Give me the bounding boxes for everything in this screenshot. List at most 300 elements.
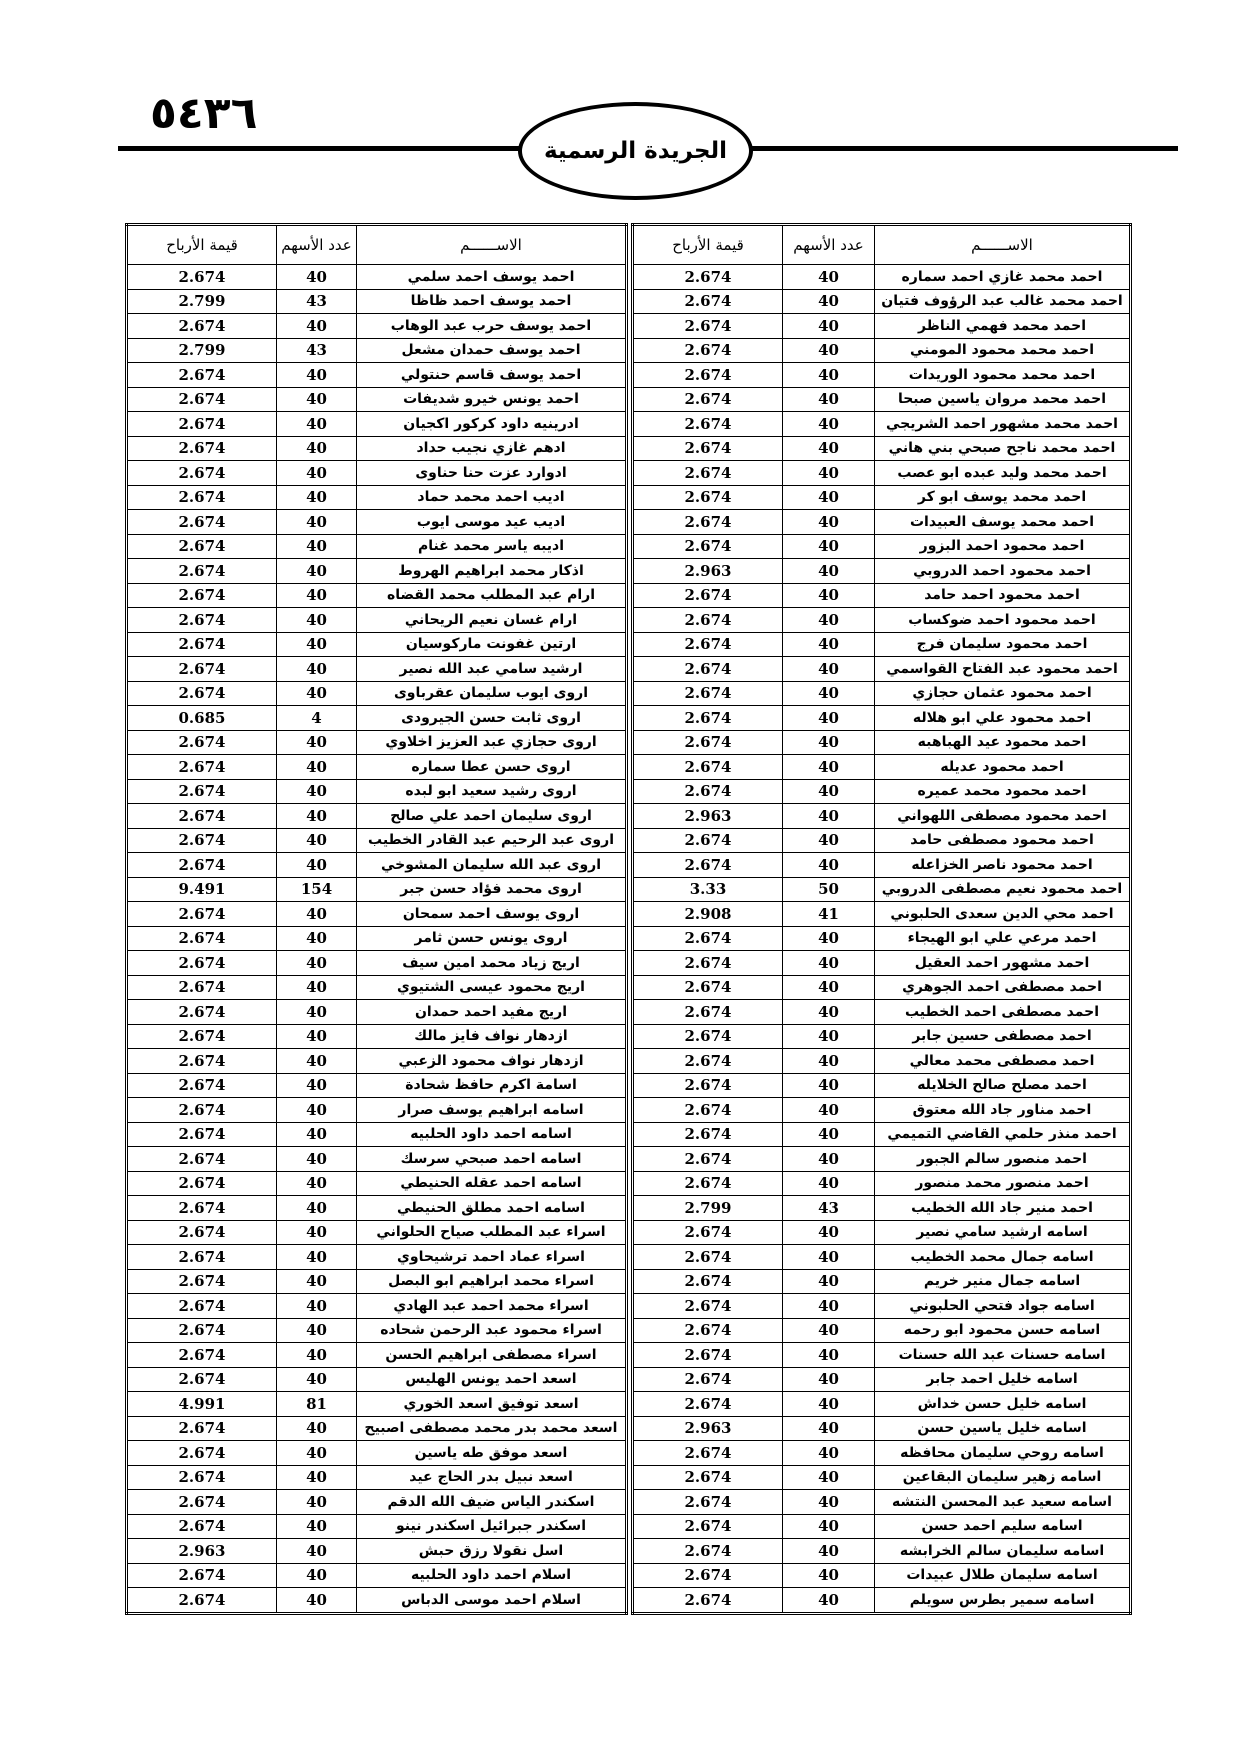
cell-shares: 40 xyxy=(277,755,357,780)
cell-shares: 40 xyxy=(783,1441,875,1466)
cell-shares: 40 xyxy=(783,1514,875,1539)
cell-profit: 2.674 xyxy=(633,779,783,804)
cell-shares: 40 xyxy=(783,1073,875,1098)
cell-name: احمد محمد محمود الوريدات xyxy=(875,363,1131,388)
table-row xyxy=(127,1024,627,1049)
cell-shares: 40 xyxy=(783,1588,875,1614)
cell-profit: 2.908 xyxy=(633,902,783,927)
table-row xyxy=(633,1024,1131,1049)
cell-profit: 2.674 xyxy=(633,1049,783,1074)
cell-name: احمد منصور سالم الجبور xyxy=(875,1147,1131,1172)
cell-profit: 2.674 xyxy=(633,975,783,1000)
cell-shares: 40 xyxy=(277,828,357,853)
cell-profit: 2.674 xyxy=(127,975,277,1000)
col-header-profit: قيمة الأرباح xyxy=(127,225,277,265)
cell-shares: 40 xyxy=(277,632,357,657)
cell-profit: 2.674 xyxy=(633,289,783,314)
cell-name: احمد محمود عثمان حجازي xyxy=(875,681,1131,706)
cell-shares: 40 xyxy=(277,779,357,804)
cell-name: احمد محمود عديله xyxy=(875,755,1131,780)
table-row xyxy=(127,730,627,755)
cell-shares: 40 xyxy=(277,1539,357,1564)
table-row xyxy=(633,902,1131,927)
table-row xyxy=(127,1490,627,1515)
cell-name: اسكندر الياس ضيف الله الدقم xyxy=(357,1490,627,1515)
table-row xyxy=(633,926,1131,951)
table-row xyxy=(633,1490,1131,1515)
cell-profit: 2.799 xyxy=(127,338,277,363)
cell-profit: 2.674 xyxy=(127,412,277,437)
cell-profit: 3.33 xyxy=(633,877,783,902)
cell-shares: 43 xyxy=(783,1196,875,1221)
cell-name: اسامه سليمان سالم الخرابشه xyxy=(875,1539,1131,1564)
cell-shares: 40 xyxy=(277,1073,357,1098)
cell-shares: 40 xyxy=(277,730,357,755)
table-row xyxy=(127,1245,627,1270)
cell-shares: 40 xyxy=(277,412,357,437)
table-row xyxy=(127,1392,627,1417)
table-row xyxy=(633,706,1131,731)
table-row xyxy=(127,1539,627,1564)
table-row xyxy=(633,461,1131,486)
cell-name: اسراء عماد احمد ترشيحاوي xyxy=(357,1245,627,1270)
cell-name: احمد محمود مصطفى حامد xyxy=(875,828,1131,853)
cell-name: اسراء محمد احمد عبد الهادي xyxy=(357,1294,627,1319)
cell-shares: 40 xyxy=(277,1367,357,1392)
table-row xyxy=(127,338,627,363)
cell-name: احمد محي الدين سعدى الحلبوني xyxy=(875,902,1131,927)
table-row xyxy=(127,1269,627,1294)
cell-shares: 40 xyxy=(277,363,357,388)
cell-shares: 40 xyxy=(277,1490,357,1515)
cell-name: اروى حجازي عبد العزيز اخلاوي xyxy=(357,730,627,755)
cell-shares: 40 xyxy=(277,951,357,976)
cell-shares: 40 xyxy=(783,1171,875,1196)
cell-name: احمد محمود علي ابو هلاله xyxy=(875,706,1131,731)
cell-name: احمد يوسف احمد ظاظا xyxy=(357,289,627,314)
cell-profit: 2.674 xyxy=(127,902,277,927)
cell-shares: 40 xyxy=(277,1294,357,1319)
table-row xyxy=(127,485,627,510)
table-row xyxy=(127,1122,627,1147)
cell-shares: 154 xyxy=(277,877,357,902)
cell-profit: 2.674 xyxy=(127,314,277,339)
cell-profit: 2.674 xyxy=(127,1294,277,1319)
cell-profit: 2.674 xyxy=(633,1000,783,1025)
cell-shares: 40 xyxy=(783,706,875,731)
cell-profit: 2.674 xyxy=(127,804,277,829)
cell-name: احمد مشهور احمد العقيل xyxy=(875,951,1131,976)
cell-name: اسامه خليل حسن خداش xyxy=(875,1392,1131,1417)
cell-profit: 2.799 xyxy=(127,289,277,314)
table-row xyxy=(127,1416,627,1441)
table-row xyxy=(633,1073,1131,1098)
cell-name: اسلام احمد موسى الدباس xyxy=(357,1588,627,1614)
cell-shares: 40 xyxy=(783,853,875,878)
cell-shares: 40 xyxy=(783,1147,875,1172)
cell-name: ازدهار نواف فايز مالك xyxy=(357,1024,627,1049)
cell-profit: 2.674 xyxy=(633,608,783,633)
cell-shares: 40 xyxy=(783,1367,875,1392)
cell-profit: 2.674 xyxy=(127,828,277,853)
table-row xyxy=(127,436,627,461)
cell-profit: 2.674 xyxy=(127,1196,277,1221)
table-row xyxy=(633,559,1131,584)
cell-profit: 2.674 xyxy=(127,559,277,584)
cell-shares: 40 xyxy=(783,1024,875,1049)
table-row xyxy=(127,608,627,633)
cell-shares: 40 xyxy=(277,1465,357,1490)
cell-shares: 40 xyxy=(277,436,357,461)
cell-shares: 40 xyxy=(277,559,357,584)
table-row xyxy=(633,1196,1131,1221)
table-row xyxy=(127,926,627,951)
cell-name: اسراء عبد المطلب صياح الحلواني xyxy=(357,1220,627,1245)
table-row xyxy=(127,583,627,608)
table-row xyxy=(127,1171,627,1196)
table-row xyxy=(633,534,1131,559)
table-row xyxy=(633,1171,1131,1196)
table-row xyxy=(127,902,627,927)
table-row xyxy=(633,828,1131,853)
cell-name: احمد منصور محمد منصور xyxy=(875,1171,1131,1196)
col-header-shares: عدد الأسهم xyxy=(783,225,875,265)
cell-profit: 2.674 xyxy=(127,730,277,755)
table-row xyxy=(633,1588,1131,1614)
cell-profit: 2.963 xyxy=(633,559,783,584)
cell-name: اسامه ابراهيم يوسف صرار xyxy=(357,1098,627,1123)
cell-name: اروى حسن عطا سماره xyxy=(357,755,627,780)
cell-shares: 40 xyxy=(277,534,357,559)
cell-name: احمد يوسف قاسم حنتولي xyxy=(357,363,627,388)
cell-name: ازدهار نواف محمود الزعبي xyxy=(357,1049,627,1074)
cell-shares: 40 xyxy=(783,1465,875,1490)
table-row xyxy=(127,877,627,902)
cell-shares: 40 xyxy=(277,608,357,633)
cell-shares: 40 xyxy=(277,1563,357,1588)
table-row xyxy=(633,436,1131,461)
table-row xyxy=(633,1343,1131,1368)
cell-profit: 2.674 xyxy=(633,1294,783,1319)
cell-profit: 2.674 xyxy=(127,1098,277,1123)
cell-shares: 40 xyxy=(783,1392,875,1417)
cell-shares: 40 xyxy=(277,1441,357,1466)
table-row xyxy=(127,534,627,559)
cell-shares: 40 xyxy=(783,632,875,657)
cell-profit: 2.674 xyxy=(127,1367,277,1392)
cell-name: اريج مفيد احمد حمدان xyxy=(357,1000,627,1025)
table-row xyxy=(127,1441,627,1466)
cell-profit: 2.674 xyxy=(633,1245,783,1270)
table-row xyxy=(127,363,627,388)
cell-name: اروى سليمان احمد علي صالح xyxy=(357,804,627,829)
cell-name: احمد محمد غالب عبد الرؤوف فتيان xyxy=(875,289,1131,314)
cell-profit: 2.674 xyxy=(127,1147,277,1172)
cell-name: احمد محمود احمد ضوكساب xyxy=(875,608,1131,633)
cell-profit: 2.674 xyxy=(633,1490,783,1515)
table-row xyxy=(633,804,1131,829)
cell-shares: 40 xyxy=(783,534,875,559)
cell-shares: 40 xyxy=(783,1563,875,1588)
cell-profit: 2.674 xyxy=(127,1122,277,1147)
cell-shares: 40 xyxy=(783,1416,875,1441)
cell-name: اسامه سليمان طلال عبيدات xyxy=(875,1563,1131,1588)
cell-name: اسامه جواد فتحي الحلبوني xyxy=(875,1294,1131,1319)
cell-shares: 40 xyxy=(277,1147,357,1172)
cell-profit: 2.674 xyxy=(127,510,277,535)
cell-shares: 4 xyxy=(277,706,357,731)
cell-name: احمد مرعي علي ابو الهيجاء xyxy=(875,926,1131,951)
cell-shares: 40 xyxy=(783,461,875,486)
cell-profit: 2.674 xyxy=(633,314,783,339)
cell-shares: 40 xyxy=(783,1220,875,1245)
cell-profit: 2.674 xyxy=(633,1539,783,1564)
cell-profit: 9.491 xyxy=(127,877,277,902)
table-row xyxy=(633,730,1131,755)
table-row xyxy=(633,1147,1131,1172)
cell-name: اسلام احمد داود الحلبيه xyxy=(357,1563,627,1588)
table-row xyxy=(127,975,627,1000)
cell-profit: 2.674 xyxy=(127,1563,277,1588)
cell-shares: 40 xyxy=(783,314,875,339)
cell-shares: 40 xyxy=(783,485,875,510)
table-row xyxy=(633,338,1131,363)
cell-shares: 40 xyxy=(277,1000,357,1025)
cell-profit: 2.674 xyxy=(633,951,783,976)
cell-shares: 40 xyxy=(783,265,875,290)
cell-shares: 40 xyxy=(783,1049,875,1074)
page-number: ٥٤٣٦ xyxy=(150,88,258,139)
cell-shares: 40 xyxy=(277,1049,357,1074)
cell-shares: 40 xyxy=(783,779,875,804)
col-header-name: الاســــــم xyxy=(357,225,627,265)
cell-shares: 40 xyxy=(783,1269,875,1294)
table-row xyxy=(633,1392,1131,1417)
cell-profit: 2.674 xyxy=(127,853,277,878)
cell-profit: 2.674 xyxy=(127,461,277,486)
cell-profit: 2.674 xyxy=(633,1343,783,1368)
table-row xyxy=(633,1465,1131,1490)
table-row xyxy=(633,657,1131,682)
table-row xyxy=(127,1294,627,1319)
cell-name: احمد محمود عيد الهباهبه xyxy=(875,730,1131,755)
cell-shares: 40 xyxy=(783,338,875,363)
cell-profit: 2.674 xyxy=(127,1416,277,1441)
cell-shares: 40 xyxy=(277,1171,357,1196)
cell-profit: 2.674 xyxy=(633,1318,783,1343)
table-row xyxy=(633,1318,1131,1343)
cell-profit: 2.674 xyxy=(127,926,277,951)
cell-name: اسامه ارشيد سامي نصير xyxy=(875,1220,1131,1245)
table-row xyxy=(127,1343,627,1368)
cell-shares: 50 xyxy=(783,877,875,902)
table-row xyxy=(633,1049,1131,1074)
cell-shares: 40 xyxy=(277,804,357,829)
cell-name: ارام عبد المطلب محمد القضاه xyxy=(357,583,627,608)
cell-profit: 2.674 xyxy=(633,1171,783,1196)
cell-shares: 40 xyxy=(277,1343,357,1368)
cell-profit: 2.674 xyxy=(127,755,277,780)
cell-profit: 2.674 xyxy=(127,1024,277,1049)
cell-shares: 81 xyxy=(277,1392,357,1417)
cell-name: احمد مصطفى حسين جابر xyxy=(875,1024,1131,1049)
cell-name: احمد محمد ناجح صبحي بني هاني xyxy=(875,436,1131,461)
cell-profit: 2.674 xyxy=(127,485,277,510)
cell-shares: 40 xyxy=(783,387,875,412)
cell-name: اسامة اكرم حافظ شحادة xyxy=(357,1073,627,1098)
cell-shares: 40 xyxy=(783,828,875,853)
cell-shares: 40 xyxy=(277,1220,357,1245)
cell-shares: 43 xyxy=(277,338,357,363)
table-row xyxy=(127,559,627,584)
cell-shares: 40 xyxy=(277,265,357,290)
cell-shares: 40 xyxy=(783,559,875,584)
cell-profit: 2.674 xyxy=(127,1441,277,1466)
cell-profit: 2.674 xyxy=(633,1147,783,1172)
cell-name: اسامه حسنات عبد الله حسنات xyxy=(875,1343,1131,1368)
table-row xyxy=(127,387,627,412)
cell-name: احمد محمود احمد البزور xyxy=(875,534,1131,559)
cell-shares: 40 xyxy=(277,510,357,535)
cell-profit: 2.674 xyxy=(633,1269,783,1294)
cell-profit: 2.674 xyxy=(633,1588,783,1614)
cell-profit: 2.674 xyxy=(127,1000,277,1025)
cell-profit: 2.674 xyxy=(633,534,783,559)
cell-name: اروى ايوب سليمان عقرباوى xyxy=(357,681,627,706)
cell-name: اسامه جمال منير خريم xyxy=(875,1269,1131,1294)
table-row xyxy=(127,1220,627,1245)
table-row xyxy=(127,951,627,976)
cell-profit: 2.674 xyxy=(127,779,277,804)
table-row xyxy=(127,632,627,657)
table-row xyxy=(633,1416,1131,1441)
cell-profit: 2.674 xyxy=(633,755,783,780)
table-row xyxy=(633,1220,1131,1245)
cell-profit: 2.674 xyxy=(127,436,277,461)
cell-shares: 40 xyxy=(783,975,875,1000)
table-row xyxy=(127,1147,627,1172)
cell-name: احمد محمود محمد عميره xyxy=(875,779,1131,804)
table-row xyxy=(633,314,1131,339)
cell-name: اسعد احمد يونس الهليس xyxy=(357,1367,627,1392)
cell-name: احمد مصطفى احمد الجوهري xyxy=(875,975,1131,1000)
table-row xyxy=(633,1098,1131,1123)
cell-name: احمد يوسف حرب عبد الوهاب xyxy=(357,314,627,339)
cell-profit: 2.674 xyxy=(127,363,277,388)
cell-name: اسامه زهير سليمان البقاعين xyxy=(875,1465,1131,1490)
cell-name: اسامه احمد صبحي سرسك xyxy=(357,1147,627,1172)
cell-profit: 2.674 xyxy=(633,853,783,878)
table-row xyxy=(127,1563,627,1588)
cell-profit: 0.685 xyxy=(127,706,277,731)
cell-shares: 40 xyxy=(783,1318,875,1343)
table-row xyxy=(127,1073,627,1098)
cell-profit: 2.674 xyxy=(633,1098,783,1123)
cell-name: احمد محمود مصطفى اللهواني xyxy=(875,804,1131,829)
table-row xyxy=(127,461,627,486)
shareholders-table-left xyxy=(125,223,628,1615)
col-header-shares: عدد الأسهم xyxy=(277,225,357,265)
table-row xyxy=(127,1318,627,1343)
cell-name: احمد محمد محمود المومني xyxy=(875,338,1131,363)
table-row xyxy=(633,1122,1131,1147)
cell-name: احمد محمود سليمان فرج xyxy=(875,632,1131,657)
cell-name: اسامه احمد عقله الحنيطي xyxy=(357,1171,627,1196)
table-row xyxy=(633,1294,1131,1319)
gazette-title xyxy=(518,102,753,200)
cell-name: اروى يوسف احمد سمحان xyxy=(357,902,627,927)
cell-shares: 40 xyxy=(277,1588,357,1614)
cell-shares: 40 xyxy=(277,461,357,486)
cell-name: احمد محمد يوسف العبيدات xyxy=(875,510,1131,535)
cell-profit: 2.963 xyxy=(633,804,783,829)
table-row xyxy=(633,951,1131,976)
table-row xyxy=(127,755,627,780)
cell-shares: 40 xyxy=(783,1539,875,1564)
cell-shares: 40 xyxy=(783,1122,875,1147)
table-row xyxy=(633,1245,1131,1270)
cell-profit: 2.674 xyxy=(127,632,277,657)
cell-shares: 40 xyxy=(783,412,875,437)
cell-profit: 2.674 xyxy=(633,363,783,388)
cell-shares: 40 xyxy=(783,608,875,633)
cell-profit: 2.674 xyxy=(633,510,783,535)
cell-shares: 40 xyxy=(783,657,875,682)
cell-name: اسامه سليم احمد حسن xyxy=(875,1514,1131,1539)
cell-profit: 2.674 xyxy=(633,338,783,363)
cell-shares: 40 xyxy=(783,436,875,461)
cell-name: اروى يونس حسن ثامر xyxy=(357,926,627,951)
cell-shares: 40 xyxy=(783,951,875,976)
cell-profit: 2.674 xyxy=(633,657,783,682)
cell-profit: 2.674 xyxy=(633,1122,783,1147)
table-row xyxy=(127,1367,627,1392)
cell-profit: 2.674 xyxy=(633,1367,783,1392)
cell-name: اسل نقولا رزق حبش xyxy=(357,1539,627,1564)
cell-name: احمد محمد مشهور احمد الشريجي xyxy=(875,412,1131,437)
cell-profit: 2.674 xyxy=(127,1465,277,1490)
table-row xyxy=(633,363,1131,388)
cell-name: اسامه جمال محمد الخطيب xyxy=(875,1245,1131,1270)
table-row xyxy=(633,485,1131,510)
cell-shares: 40 xyxy=(277,1196,357,1221)
cell-profit: 2.674 xyxy=(633,1563,783,1588)
cell-name: اروى رشيد سعيد ابو لبده xyxy=(357,779,627,804)
cell-profit: 2.674 xyxy=(127,1269,277,1294)
cell-profit: 2.674 xyxy=(633,461,783,486)
cell-shares: 40 xyxy=(783,510,875,535)
cell-profit: 2.674 xyxy=(633,1441,783,1466)
cell-profit: 2.674 xyxy=(127,608,277,633)
cell-name: احمد محمد فهمي الناظر xyxy=(875,314,1131,339)
cell-shares: 40 xyxy=(277,1024,357,1049)
table-row xyxy=(127,314,627,339)
cell-name: اروى محمد فؤاد حسن جبر xyxy=(357,877,627,902)
cell-name: ارام غسان نعيم الريحاني xyxy=(357,608,627,633)
col-header-name: الاســــــم xyxy=(875,225,1131,265)
cell-name: اسامه احمد داود الحلبيه xyxy=(357,1122,627,1147)
cell-shares: 40 xyxy=(277,681,357,706)
cell-shares: 40 xyxy=(277,387,357,412)
cell-profit: 2.674 xyxy=(633,926,783,951)
table-row xyxy=(633,1367,1131,1392)
cell-name: اسامه احمد مطلق الحنيطي xyxy=(357,1196,627,1221)
cell-profit: 2.674 xyxy=(127,1171,277,1196)
table-row xyxy=(633,755,1131,780)
table-row xyxy=(127,779,627,804)
cell-shares: 40 xyxy=(277,1122,357,1147)
cell-name: احمد مناور جاد الله معتوق xyxy=(875,1098,1131,1123)
